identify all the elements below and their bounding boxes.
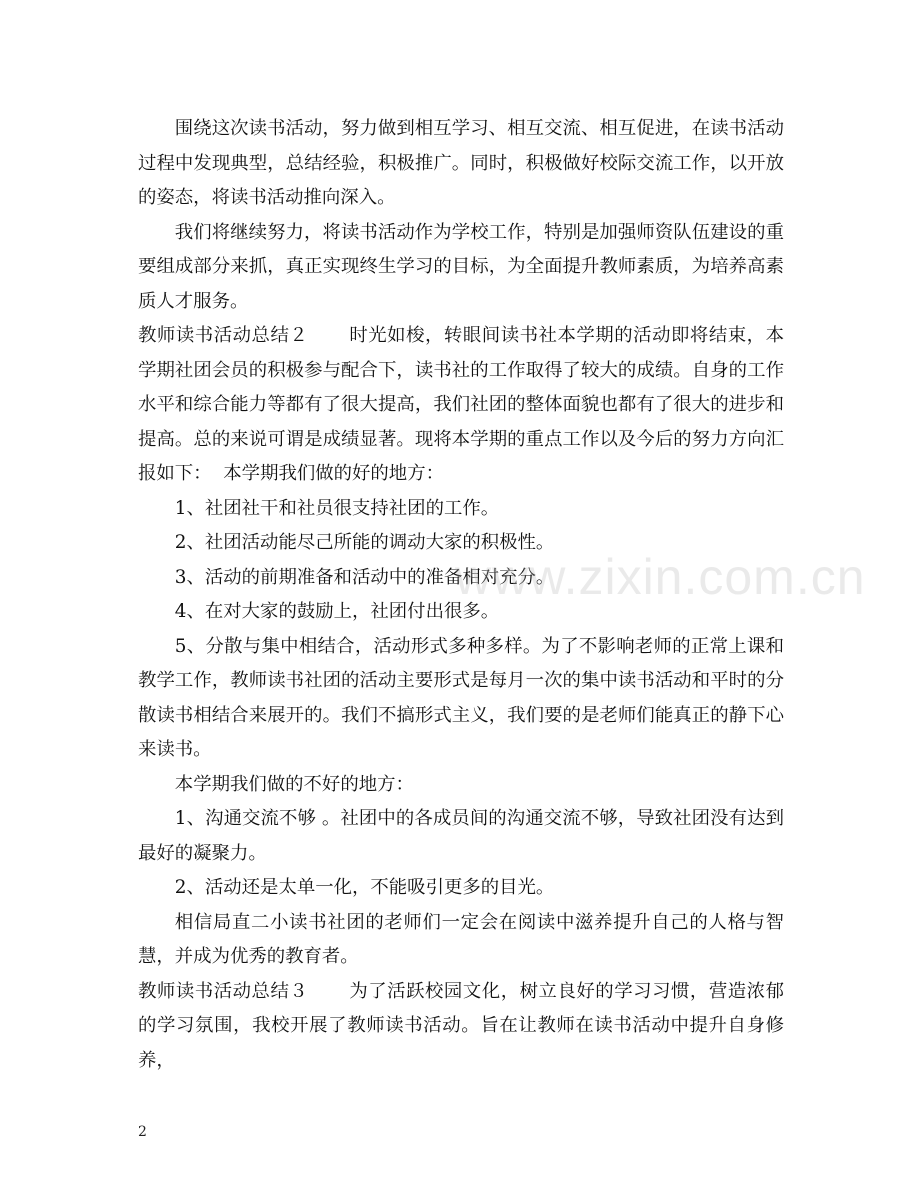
list-item: 5、分散与集中相结合，活动形式多种多样。为了不影响老师的正常上课和教学工作，教师读书社团的活动主要形式是每月一次的集中读书活动和平时的分散读书相结合来展开的。我们不搞形式主义，我们要的是老师们能真正的静下心来读书。 [138,635,784,760]
section-3-heading: 教师读书活动总结３ [138,980,309,1002]
paragraph: 我们将继续努力，将读书活动作为学校工作，特别是加强师资队伍建设的重要组成部分来抓，真正实现终生学习的目标，为全面提升教师素质，为培养高素质人才服务。 [138,221,784,312]
section-3-intro: 为了活跃校园文化，树立良好的学习习惯，营造浓郁的学习氛围，我校开展了教师读书活动。旨在让教师在读书活动中提升自身修养， [138,980,784,1071]
list-item: 3、活动的前期准备和活动中的准备相对充分。 [174,566,555,588]
section-2-intro: 时光如梭，转眼间读书社本学期的活动即将结束，本学期社团会员的积极参与配合下，读书社的工作取得了较大的成绩。自身的工作水平和综合能力等都有了很大提高，我们社团的整体面貌也都有了很大的进步和提高。总的来说可谓是成绩显著。现将本学期的重点工作以及今后的努力方向汇报如下： [138,325,784,484]
list-item: 1、社团社干和社员很支持社团的工作。 [174,497,500,519]
list-item: 2、社团活动能尽己所能的调动大家的积极性。 [174,532,555,553]
list-item: 1、沟通交流不够 。社团中的各成员间的沟通交流不够，导致社团没有达到最好的凝聚力。 [138,808,784,864]
section-2-intro-tail: 本学期我们做的好的地方： [223,463,444,484]
list-item: 4、在对大家的鼓励上，社团付出很多。 [174,601,500,622]
section-2-heading: 教师读书活动总结２ [138,325,309,346]
subheading: 本学期我们做的不好的地方： [174,773,414,795]
section-2-paragraph [138,319,784,492]
list-item: 2、活动还是太单一化，不能吸引更多的目光。 [174,877,555,898]
section-3-paragraph [138,975,784,1079]
page-number: 2 [138,1124,147,1140]
closing-paragraph: 相信局直二小读书社团的老师们一定会在阅读中滋养提升自己的人格与智慧，并成为优秀的教育者。 [138,911,784,967]
watermark: www.zixin.com.cn [455,549,866,605]
paragraph: 围绕这次读书活动，努力做到相互学习、相互交流、相互促进，在读书活动过程中发现典型，总结经验，积极推广。同时，积极做好校际交流工作，以开放的姿态，将读书活动推向深入。 [138,118,784,208]
